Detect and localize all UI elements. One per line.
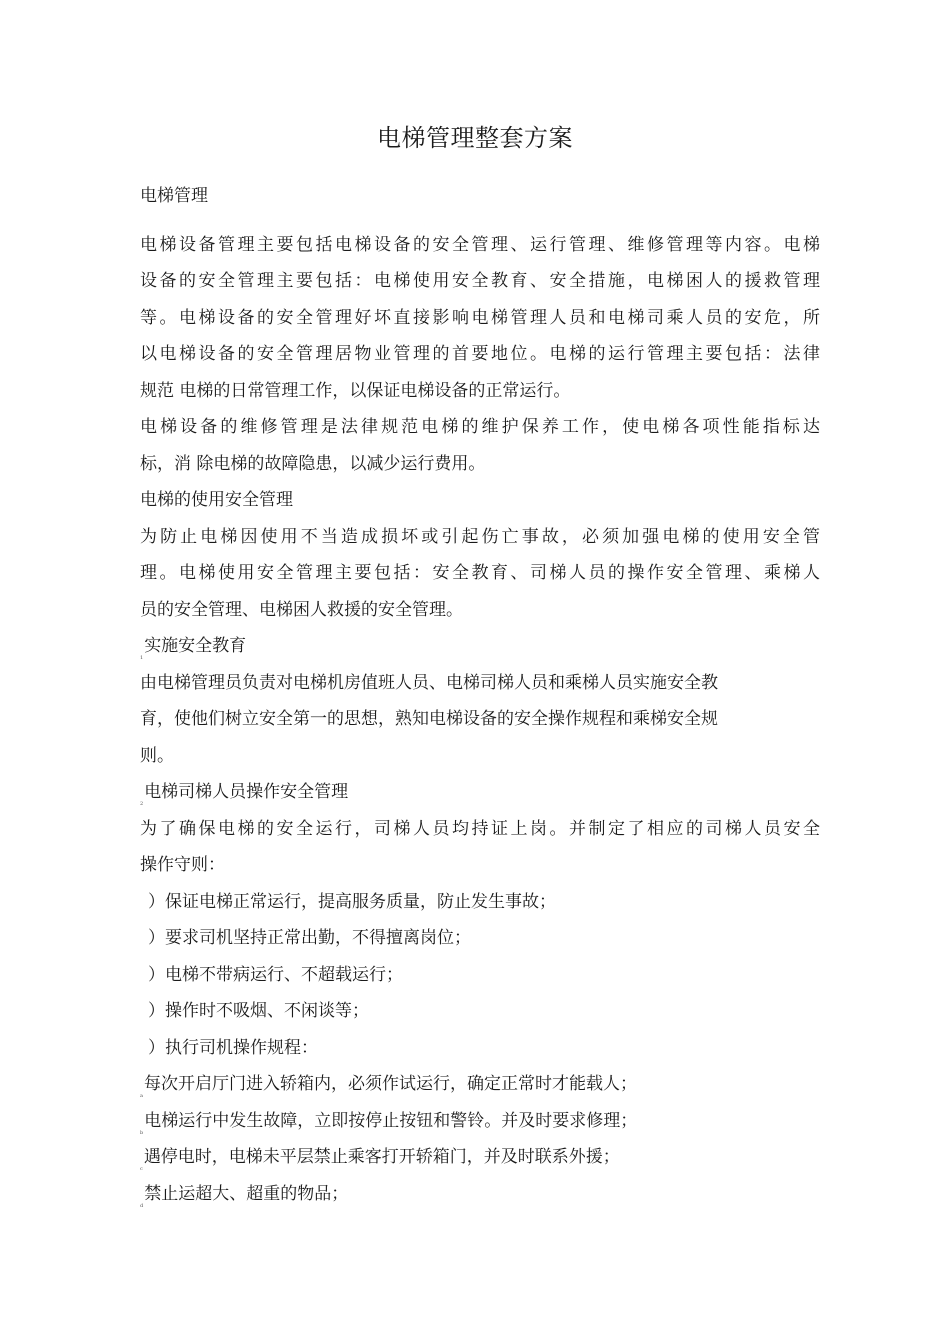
paragraph-line: 为了确保电梯的安全运行，司梯人员均持证上岗。并制定了相应的司梯人员安全: [140, 818, 820, 839]
section-heading: 电梯的使用安全管理: [140, 490, 293, 510]
paragraph-line: 等。电梯设备的安全管理好坏直接影响电梯管理人员和电梯司乘人员的安危，所: [140, 307, 820, 328]
list-item-text: 电梯运行中发生故障，立即按停止按钮和警铃。并及时要求修理；: [144, 1110, 638, 1131]
paragraph-line: 则。: [140, 745, 174, 766]
rules-list: [140, 884, 820, 1067]
paragraph-line: 由电梯管理员负责对电梯机房值班人员、电梯司梯人员和乘梯人员实施安全教: [140, 672, 718, 693]
paragraph-line: 电梯设备的维修管理是法律规范电梯的维护保养工作，使电梯各项性能指标达: [140, 417, 820, 437]
list-marker: 1: [140, 655, 144, 661]
list-item: [140, 1139, 820, 1176]
list-marker: a: [140, 1093, 143, 1099]
paragraph: [140, 409, 820, 482]
paragraph-line: 为防止电梯因使用不当造成损坏或引起伤亡事故，必须加强电梯的使用安全管: [140, 526, 820, 547]
subsection-title: 实施安全教育: [144, 636, 247, 656]
subsection-heading: [140, 774, 820, 811]
paragraph: [140, 519, 820, 629]
paragraph-line: 标，消 除电梯的故障隐患，以减少运行费用。: [140, 453, 486, 474]
list-item: [140, 1103, 820, 1140]
paragraph-line: 规范 电梯的日常管理工作，以保证电梯设备的正常运行。: [140, 380, 571, 401]
list-item: ）执行司机操作规程：: [148, 1037, 318, 1058]
list-item: [140, 1066, 820, 1103]
list-marker: b: [140, 1129, 144, 1136]
list-item: ）操作时不吸烟、不闲谈等；: [148, 1001, 369, 1021]
paragraph: [140, 665, 820, 775]
list-item: ）电梯不带病运行、不超载运行；: [148, 964, 403, 985]
paragraph-line: 以电梯设备的安全管理居物业管理的首要地位。电梯的运行管理主要包括：法律: [140, 344, 820, 364]
subsection-heading: [140, 628, 820, 665]
steps-list: [140, 1066, 820, 1212]
paragraph: [140, 227, 820, 410]
list-item-text: 每次开启厅门进入轿箱内，必须作试运行，确定正常时才能载人；: [143, 1074, 637, 1094]
list-item: [140, 1176, 820, 1213]
list-item-text: 禁止运超大、超重的物品；: [144, 1183, 349, 1204]
document-title: 电梯管理整套方案: [377, 124, 573, 152]
list-item-text: 遇停电时，电梯未平层禁止乘客打开轿箱门，并及时联系外援；: [143, 1147, 620, 1167]
list-item: ）保证电梯正常运行，提高服务质量，防止发生事故；: [148, 891, 556, 912]
paragraph-line: 操作守则：: [140, 855, 225, 875]
list-marker: c: [140, 1166, 143, 1172]
list-marker: d: [140, 1202, 144, 1209]
list-item: ）要求司机坚持正常出勤，不得擅离岗位；: [148, 928, 471, 948]
document-body: [140, 178, 820, 1212]
paragraph-line: 育，使他们树立安全第一的思想，熟知电梯设备的安全操作规程和乘梯安全规: [140, 709, 718, 729]
subsection-title: 电梯司梯人员操作安全管理: [144, 782, 349, 802]
paragraph-line: 设备的安全管理主要包括：电梯使用安全教育、安全措施，电梯困人的援救管理: [140, 271, 820, 291]
section-heading: 电梯管理: [140, 186, 208, 206]
paragraph-line: 电梯设备管理主要包括电梯设备的安全管理、运行管理、维修管理等内容。电梯: [140, 234, 820, 255]
paragraph-line: 员的安全管理、电梯困人救援的安全管理。: [140, 599, 463, 620]
list-marker: 2: [140, 801, 144, 807]
paragraph: [140, 811, 820, 884]
paragraph-line: 理。电梯使用安全管理主要包括：安全教育、司梯人员的操作安全管理、乘梯人: [140, 563, 820, 583]
